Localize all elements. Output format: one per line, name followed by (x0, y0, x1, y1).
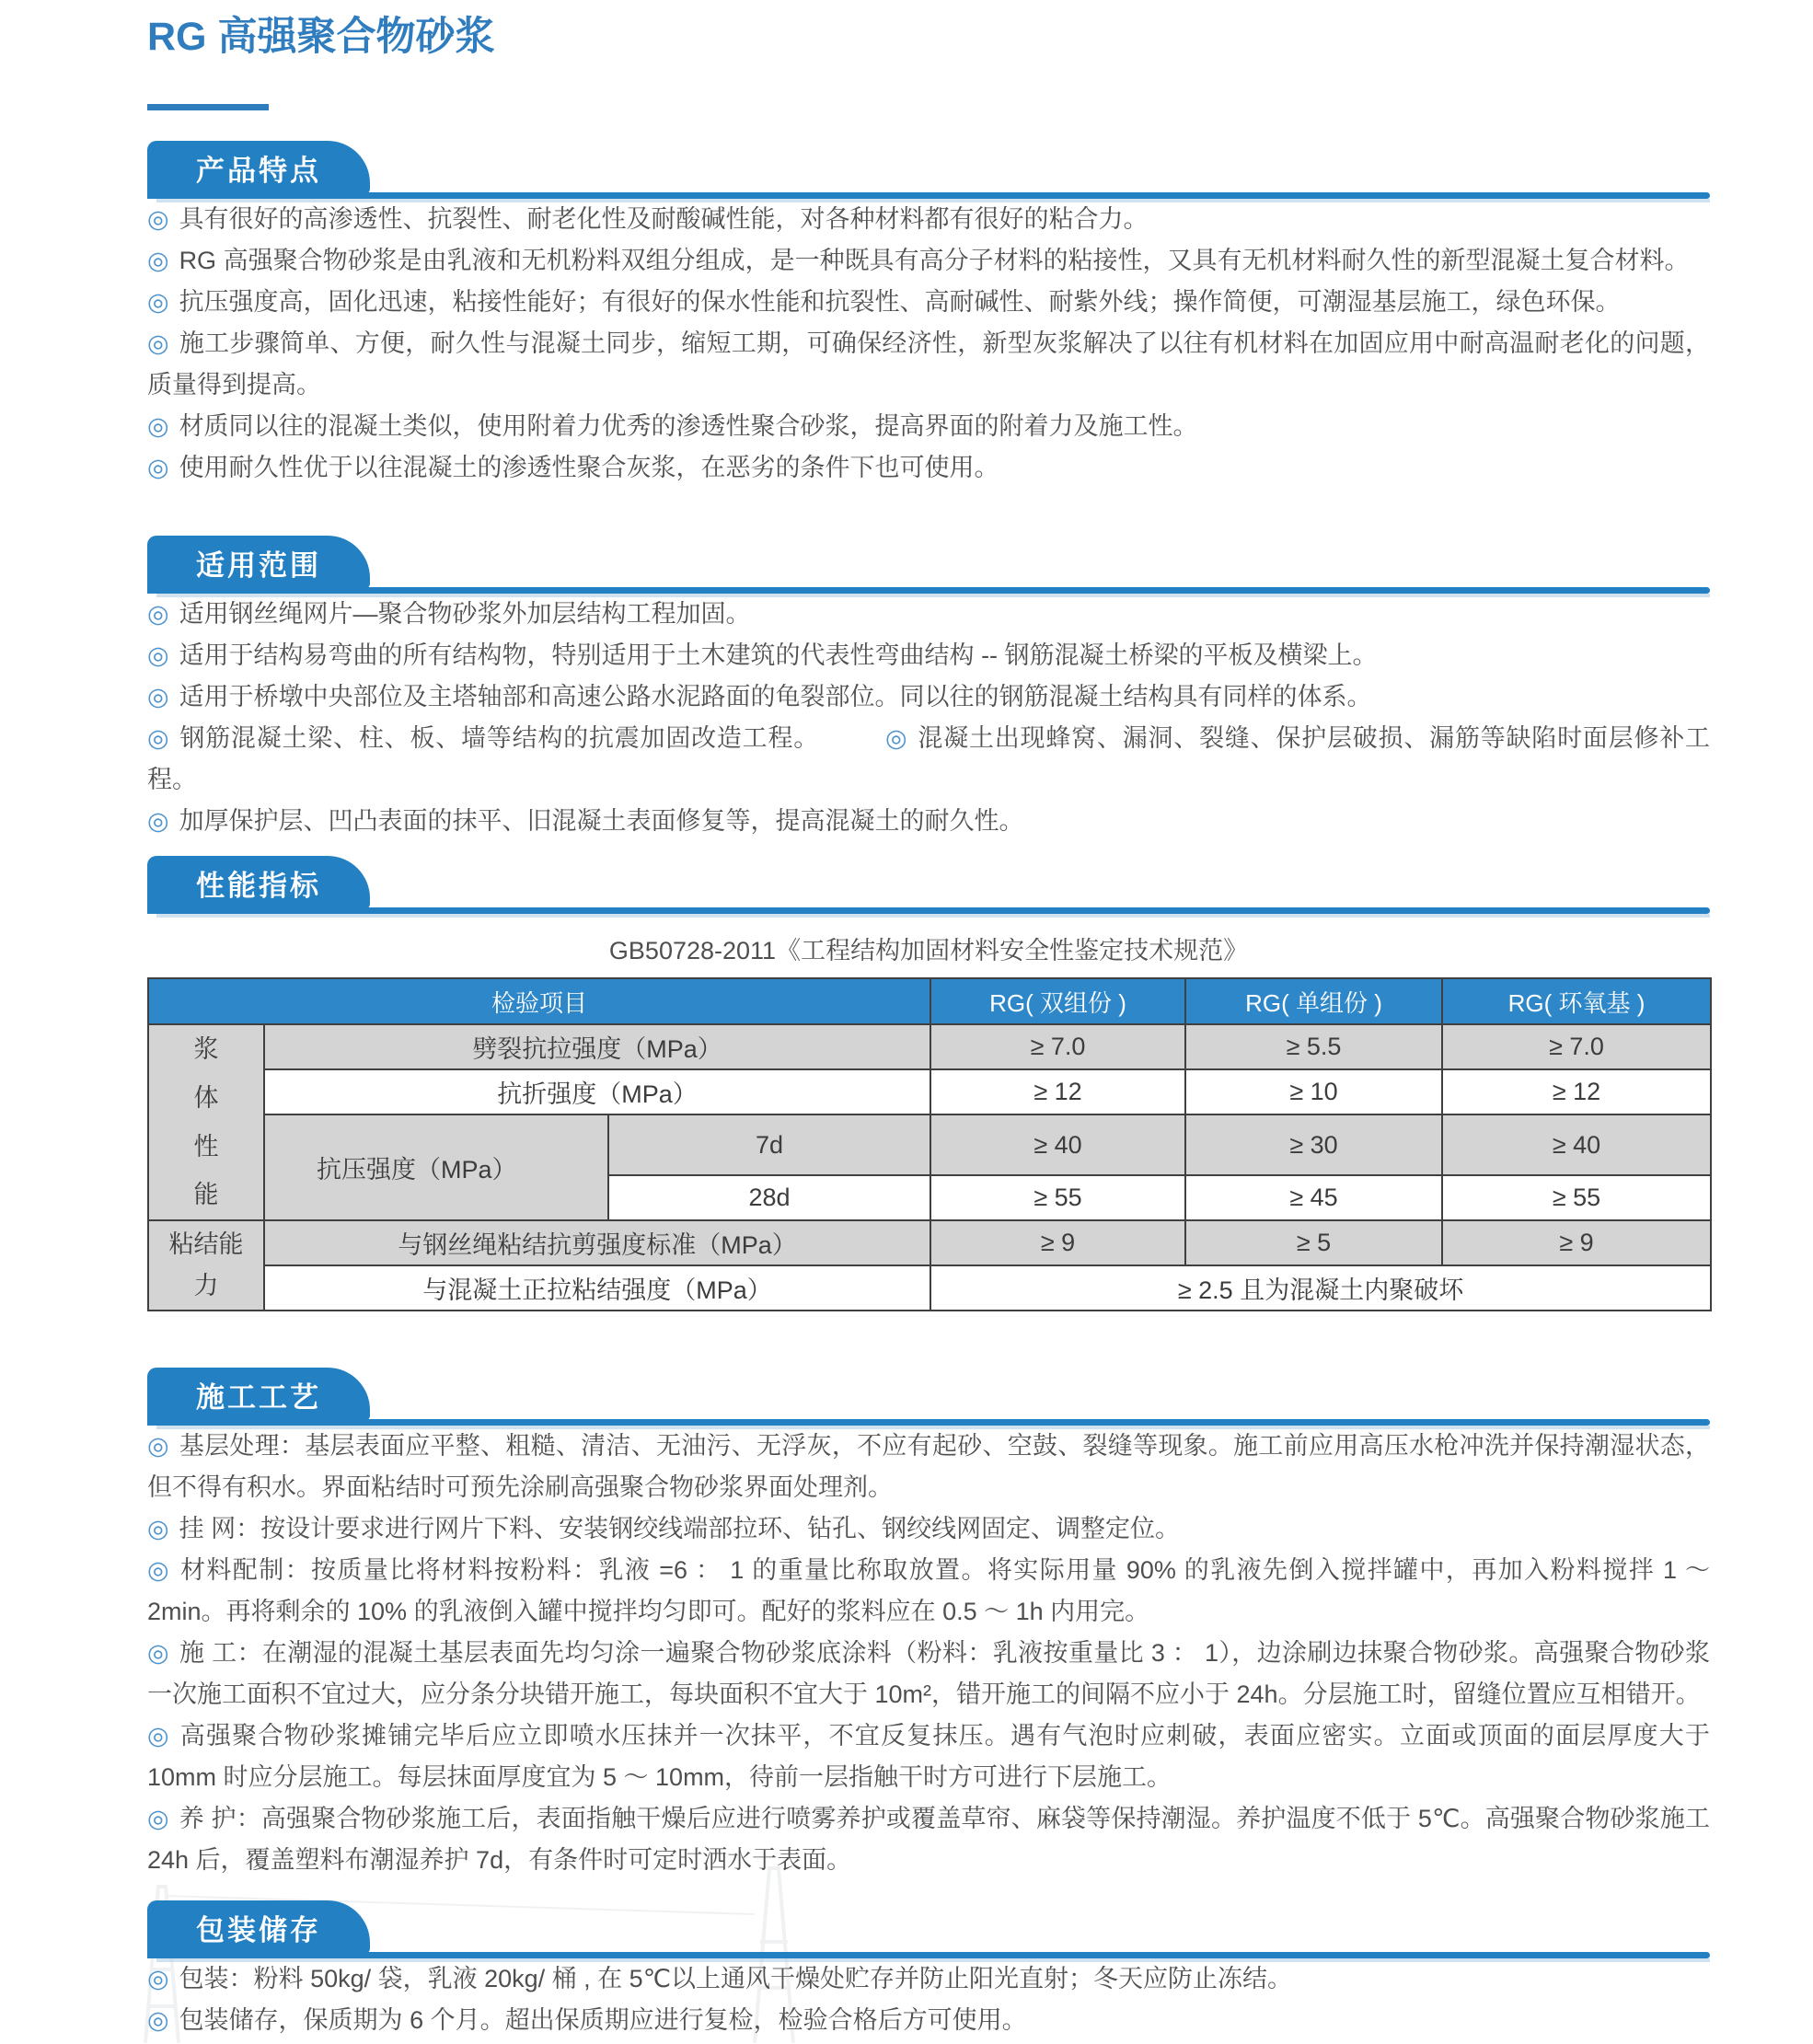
list-item (147, 635, 1710, 676)
table-header-cell: 检验项目 (148, 978, 930, 1024)
table-caption: GB50728-2011《工程结构加固材料安全性鉴定技术规范》 (608, 937, 1249, 965)
list-item (147, 594, 1710, 635)
features-list (147, 199, 1710, 489)
storage-text: 包装：粉料 50kg/ 袋，乳液 20kg/ 桶 , 在 5℃以上通风干燥处贮存并防止阳光直射；冬天应防止冻结。 (179, 1965, 1293, 1992)
table-cell: ≥ 12 (1442, 1069, 1711, 1114)
list-item (147, 282, 1710, 323)
ring-bullet-icon: ◎ (147, 205, 169, 234)
ring-bullet-icon: ◎ (147, 412, 169, 441)
section-rule (147, 587, 1710, 594)
ring-bullet-icon: ◎ (147, 1805, 169, 1832)
list-item (147, 718, 1710, 801)
construction-text: 养 护：高强聚合物砂浆施工后，表面指触干燥后应进行喷雾养护或覆盖草帘、麻袋等保持潮湿。养护温度不低于 5℃。高强聚合物砂浆施工 24h 后，覆盖塑料布潮湿养护 7d，有条件时可定时洒水于表面。 (147, 1805, 1711, 1874)
list-item (147, 323, 1710, 406)
list-item (147, 1798, 1710, 1881)
ring-bullet-icon: ◎ (147, 600, 169, 629)
scope-text: 混凝土出现蜂窝、漏洞、裂缝、保护层破损、漏筋等缺陷时面层修补工程。 (147, 724, 1711, 794)
construction-text: 基层处理：基层表面应平整、粗糙、清洁、无油污、无浮灰，不应有起砂、空鼓、裂缝等现象。施工前应用高压水枪冲洗并保持潮湿状态，但不得有积水。界面粘结时可预先涂刷高强聚合物砂浆界面处理剂。 (147, 1432, 1711, 1501)
ring-bullet-icon: ◎ (147, 247, 169, 275)
table-header-cell: RG( 双组份 ) (930, 978, 1185, 1024)
construction-text: 施 工：在潮湿的混凝土基层表面先均匀涂一遍聚合物砂浆底涂料（粉料：乳液按重量比 3 ： 1），边涂刷边抹聚合物砂浆。高强聚合物砂浆一次施工面积不宜过大，应分条分块错开施工，每块面积不宜大于 10m²，错开施工的间隔不应小于 24h。分层施工时，留缝位置应互相错开。 (147, 1639, 1710, 1708)
title-underline (147, 104, 269, 110)
table-cell: ≥ 10 (1185, 1069, 1442, 1114)
table-cell: ≥ 55 (1442, 1175, 1711, 1220)
table-row (148, 1024, 1711, 1069)
scope-section-header (147, 535, 1710, 594)
ring-bullet-icon: ◎ (147, 2006, 169, 2034)
list-item (147, 1633, 1710, 1715)
vertical-group-label: 浆体性能 (148, 1024, 264, 1220)
table-cell: ≥ 40 (930, 1114, 1185, 1175)
construction-list (147, 1426, 1710, 1881)
section-scope (147, 535, 1710, 842)
performance-heading-badge: 性能指标 (147, 856, 370, 909)
section-performance (147, 855, 1710, 1311)
ring-bullet-icon: ◎ (147, 807, 169, 836)
table-header-cell: RG( 环氧基 ) (1442, 978, 1711, 1024)
scope-text: 加厚保护层、凹凸表面的抹平、旧混凝土表面修复等，提高混凝土的耐久性。 (179, 807, 1024, 836)
table-cell: ≥ 7.0 (930, 1024, 1185, 1069)
scope-text: 适用于桥墩中央部位及主塔轴部和高速公路水泥路面的龟裂部位。同以往的钢筋混凝土结构具有同样的体系。 (179, 683, 1372, 711)
ring-bullet-icon: ◎ (885, 724, 908, 753)
ring-bullet-icon: ◎ (147, 329, 169, 358)
list-item (147, 801, 1710, 842)
list-item (147, 199, 1710, 240)
scope-list (147, 594, 1710, 842)
list-item (147, 1550, 1710, 1633)
scope-text: 适用于结构易弯曲的所有结构物，特别适用于土木建筑的代表性弯曲结构 -- 钢筋混凝土桥梁的平板及横梁上。 (179, 641, 1378, 670)
section-rule (147, 907, 1710, 914)
table-cell: 抗折强度（MPa） (264, 1069, 930, 1114)
section-construction (147, 1367, 1710, 1881)
vertical-group-label: 粘结能力 (148, 1220, 264, 1311)
ring-bullet-icon: ◎ (147, 1556, 170, 1584)
construction-text: 高强聚合物砂浆摊铺完毕后应立即喷水压抹并一次抹平，不宜反复抹压。遇有气泡时应刺破，表面应密实。立面或顶面的面层厚度大于 10mm 时应分层施工。每层抹面厚度宜为 5 ～ 10mm，待前一层指触干时方可进行下层施工。 (147, 1722, 1711, 1791)
storage-text: 包装储存，保质期为 6 个月。超出保质期应进行复检，检验合格后方可使用。 (179, 2006, 1027, 2034)
feature-text: RG 高强聚合物砂浆是由乳液和无机粉料双组分组成，是一种既具有高分子材料的粘接性，又具有无机材料耐久性的新型混凝土复合材料。 (179, 247, 1690, 275)
performance-table (147, 977, 1712, 1311)
feature-text: 抗压强度高，固化迅速，粘接性能好；有很好的保水性能和抗裂性、高耐碱性、耐紫外线；操作简便，可潮湿基层施工，绿色环保。 (179, 288, 1621, 317)
feature-text: 施工步骤简单、方便，耐久性与混凝土同步，缩短工期，可确保经济性，新型灰浆解决了以往有机材料在加固应用中耐高温耐老化的问题，质量得到提高。 (147, 329, 1711, 399)
table-cell: ≥ 55 (930, 1175, 1185, 1220)
ring-bullet-icon: ◎ (147, 683, 169, 711)
storage-heading-badge: 包装储存 (147, 1900, 370, 1954)
table-cell: ≥ 9 (1442, 1220, 1711, 1265)
list-item (147, 1958, 1710, 2000)
list-item (147, 2000, 1710, 2041)
feature-text: 使用耐久性优于以往混凝土的渗透性聚合灰浆，在恶劣的条件下也可使用。 (179, 454, 999, 482)
list-item (147, 1508, 1710, 1550)
table-cell: ≥ 40 (1442, 1114, 1711, 1175)
table-cell: ≥ 12 (930, 1069, 1185, 1114)
table-cell: ≥ 7.0 (1442, 1024, 1711, 1069)
section-features (147, 140, 1710, 489)
table-cell: 与混凝土正拉粘结强度（MPa） (264, 1265, 930, 1311)
ring-bullet-icon: ◎ (147, 1515, 169, 1542)
list-item (147, 1426, 1710, 1508)
storage-section-header (147, 1900, 1710, 1958)
ring-bullet-icon: ◎ (147, 1722, 170, 1750)
section-storage (147, 1900, 1710, 2041)
list-item (147, 447, 1710, 489)
performance-section-header (147, 855, 1710, 914)
table-row (148, 1114, 1711, 1175)
section-rule (147, 1419, 1710, 1426)
table-cell: ≥ 30 (1185, 1114, 1442, 1175)
section-rule (147, 1952, 1710, 1958)
features-section-header (147, 140, 1710, 199)
table-cell: ≥ 45 (1185, 1175, 1442, 1220)
table-row (148, 1265, 1711, 1311)
feature-text: 具有很好的高渗透性、抗裂性、耐老化性及耐酸碱性能，对各种材料都有很好的粘合力。 (179, 205, 1149, 234)
table-cell: ≥ 9 (930, 1220, 1185, 1265)
storage-list (147, 1958, 1710, 2041)
table-cell: ≥ 2.5 且为混凝土内聚破坏 (930, 1265, 1711, 1311)
table-cell: 28d (608, 1175, 930, 1220)
table-cell: 7d (608, 1114, 930, 1175)
table-header-row (148, 978, 1711, 1024)
page-title: RG 高强聚合物砂浆 (147, 15, 495, 59)
table-cell: 与钢丝绳粘结抗剪强度标准（MPa） (264, 1220, 930, 1265)
ring-bullet-icon: ◎ (147, 1639, 169, 1667)
construction-text: 材料配制：按质量比将材料按粉料：乳液 =6 ： 1 的重量比称取放置。将实际用量 90% 的乳液先倒入搅拌罐中，再加入粉料搅拌 1 ～ 2min。再将剩余的 10% 的乳液倒入罐中搅拌均匀即可。配好的浆料应在 0.5 ～ 1h 内用完。 (147, 1556, 1710, 1625)
scope-text: 钢筋混凝土梁、柱、板、墙等结构的抗震加固改造工程。 (179, 724, 820, 753)
ring-bullet-icon: ◎ (147, 1965, 169, 1992)
table-cell: 抗压强度（MPa） (264, 1114, 608, 1220)
features-heading-badge: 产品特点 (147, 141, 370, 194)
section-rule (147, 192, 1710, 199)
list-item (147, 676, 1710, 718)
construction-section-header (147, 1367, 1710, 1426)
table-cell: ≥ 5 (1185, 1220, 1442, 1265)
table-cell: ≥ 5.5 (1185, 1024, 1442, 1069)
table-cell: 劈裂抗拉强度（MPa） (264, 1024, 930, 1069)
table-header-cell: RG( 单组份 ) (1185, 978, 1442, 1024)
scope-text: 适用钢丝绳网片—聚合物砂浆外加层结构工程加固。 (179, 600, 751, 629)
table-row (148, 1069, 1711, 1114)
scope-heading-badge: 适用范围 (147, 536, 370, 589)
list-item (147, 406, 1710, 447)
ring-bullet-icon: ◎ (147, 1432, 169, 1460)
list-item (147, 1715, 1710, 1798)
ring-bullet-icon: ◎ (147, 288, 169, 317)
feature-text: 材质同以往的混凝土类似，使用附着力优秀的渗透性聚合砂浆，提高界面的附着力及施工性。 (179, 412, 1198, 441)
list-item (147, 240, 1710, 282)
ring-bullet-icon: ◎ (147, 454, 169, 482)
ring-bullet-icon: ◎ (147, 724, 170, 753)
construction-heading-badge: 施工工艺 (147, 1368, 370, 1421)
ring-bullet-icon: ◎ (147, 641, 169, 670)
construction-text: 挂 网：按设计要求进行网片下料、安装钢绞线端部拉环、钻孔、钢绞线网固定、调整定位。 (179, 1515, 1181, 1542)
table-row (148, 1220, 1711, 1265)
